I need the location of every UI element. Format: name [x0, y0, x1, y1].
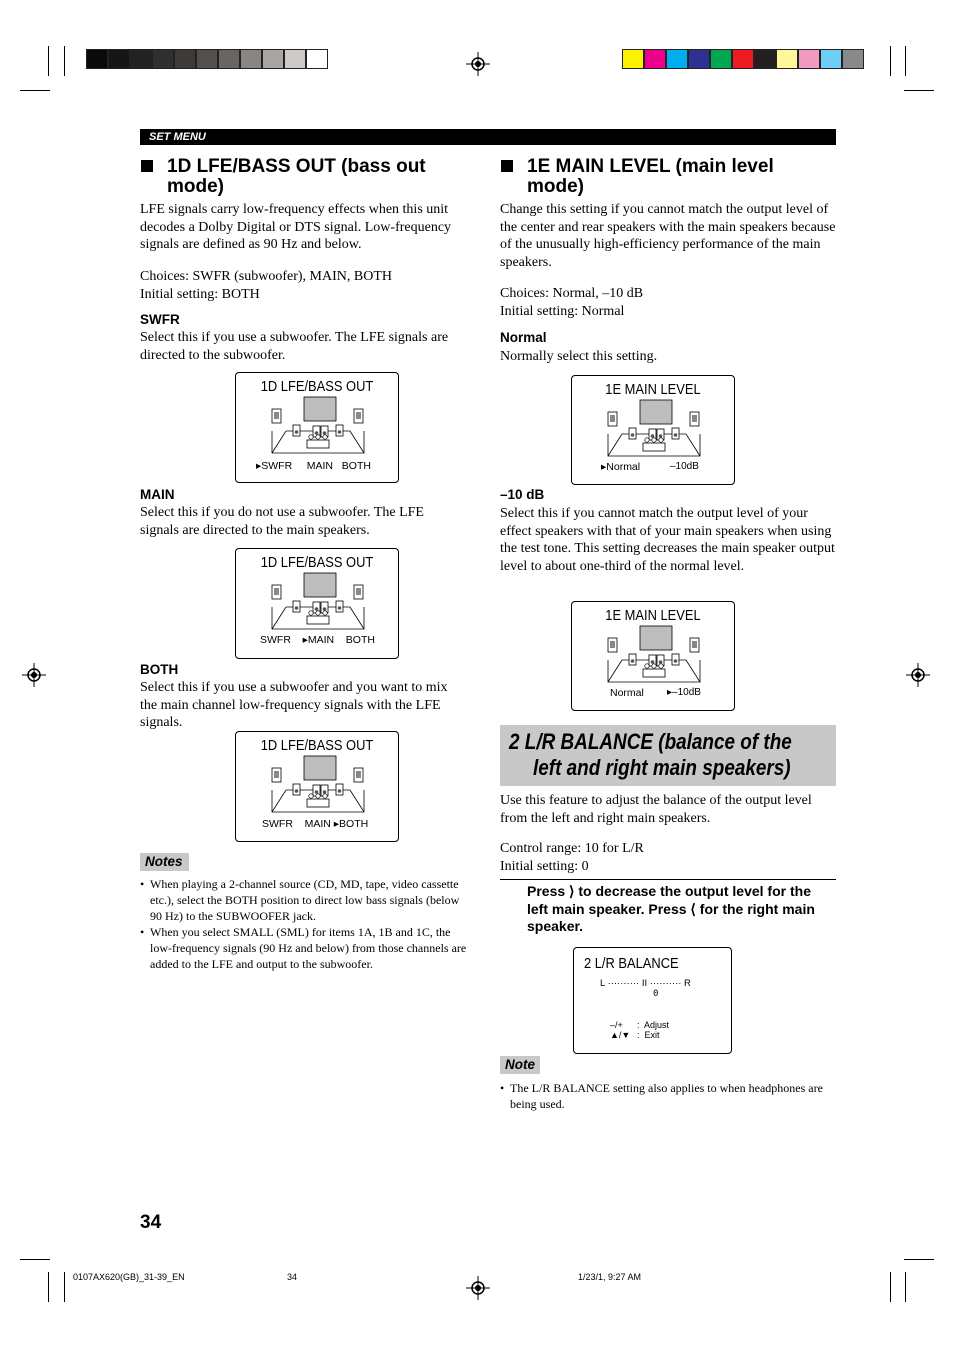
lfe-display-main [235, 548, 399, 659]
color-swatch [86, 49, 108, 69]
color-swatch [798, 49, 820, 69]
balance-range: Control range: 10 for L/R [500, 841, 644, 856]
note-item: • The L/R BALANCE setting also applies to when headphones are being used. [500, 1080, 832, 1112]
display-option-1: ▸Normal [601, 461, 641, 473]
speaker-layout-icon [268, 571, 368, 631]
both-text: Select this if you use a subwoofer and you want to mix the main channel low-frequency signals with the LFE signals. [140, 680, 448, 731]
main-label: MAIN [140, 487, 175, 502]
color-swatch [666, 49, 688, 69]
display-title: 2 L/R BALANCE [584, 955, 679, 972]
balance-intro: Use this feature to adjust the balance of the output level from the left and right main speakers. [500, 793, 812, 826]
notes-tag: Notes [140, 853, 189, 871]
lfe-bass-out-heading: 1D LFE/BASS OUT (bass out mode) [167, 156, 426, 197]
color-swatch [710, 49, 732, 69]
display-option-1: Normal [610, 687, 644, 699]
lfe-display-both [235, 731, 399, 842]
lfe-display-swfr [235, 372, 399, 483]
main-level-display-normal [571, 375, 735, 485]
display-option-2: ▸–10dB [667, 687, 701, 698]
registration-mark-right-icon [906, 663, 930, 687]
note-item: • When you select SMALL (SML) for items 1A, 1B and 1C, the low-frequency signals (90 Hz and below) from those channels are added to the LFE and output to the subwoofer. [140, 924, 472, 972]
swfr-text: Select this if you use a subwoofer. The LFE signals are directed to the subwoofer. [140, 330, 449, 363]
lr-balance-display [573, 947, 732, 1054]
color-swatch [306, 49, 328, 69]
swfr-label: SWFR [140, 312, 180, 327]
footer-file: 0107AX620(GB)_31-39_EN [73, 1272, 185, 1282]
square-bullet-icon [501, 160, 513, 172]
registration-mark-bottom-icon [466, 1276, 490, 1300]
minus10-text: Select this if you cannot match the output level of your effect speakers with that of your main speakers when using the test tone. This setting decreases the main speaker output level to about one-third of the normal level. [500, 506, 835, 575]
display-options: SWFR MAIN ▸BOTH [262, 818, 369, 830]
display-title: 1E MAIN LEVEL [605, 607, 701, 624]
key-exit-desc: : Exit [637, 1030, 660, 1040]
page-number: 34 [140, 1212, 162, 1233]
lfe-initial: Initial setting: BOTH [140, 287, 260, 302]
color-swatch [644, 49, 666, 69]
speaker-layout-icon [604, 624, 704, 684]
display-title: 1D LFE/BASS OUT [260, 378, 374, 395]
normal-text: Normally select this setting. [500, 349, 658, 364]
speaker-layout-icon [604, 398, 704, 458]
color-swatch [218, 49, 240, 69]
color-swatch [842, 49, 864, 69]
main-level-choices: Choices: Normal, –10 dB [500, 286, 644, 301]
banner-line-2: left and right main speakers) [533, 755, 791, 780]
section-label: SET MENU [140, 129, 836, 145]
rule-divider [500, 879, 836, 880]
main-level-initial: Initial setting: Normal [500, 304, 625, 319]
display-options: ▸SWFR MAIN BOTH [256, 460, 371, 472]
banner-line-1: 2 L/R BALANCE (balance of the [509, 729, 792, 754]
color-swatch [152, 49, 174, 69]
balance-value: 0 [653, 989, 659, 999]
note-item: • When playing a 2-channel source (CD, MD, tape, video cassette etc.), select the BOTH position to direct low bass signals (below 90 Hz) to the SUBWOOFER jack. [140, 876, 472, 924]
color-swatch [108, 49, 130, 69]
color-swatch [284, 49, 306, 69]
lfe-intro: LFE signals carry low-frequency effects when this unit decodes a Dolby Digital or DTS signal. Low-frequency signals are defined as 90 Hz and below. [140, 202, 452, 253]
display-title: 1E MAIN LEVEL [605, 381, 701, 398]
footer-timestamp: 1/23/1, 9:27 AM [578, 1272, 642, 1282]
balance-note-list [500, 1080, 832, 1112]
display-options: SWFR ▸MAIN BOTH [260, 634, 375, 646]
both-label: BOTH [140, 662, 179, 677]
minus10-label: –10 dB [500, 487, 545, 502]
display-option-2: –10dB [670, 461, 699, 472]
main-level-heading: 1E MAIN LEVEL (main level mode) [527, 156, 774, 197]
color-swatch [776, 49, 798, 69]
speaker-layout-icon [268, 395, 368, 455]
color-swatch [130, 49, 152, 69]
lfe-choices: Choices: SWFR (subwoofer), MAIN, BOTH [140, 269, 392, 284]
key-adjust-desc: : Adjust [637, 1020, 670, 1030]
color-swatch [262, 49, 284, 69]
color-swatch [622, 49, 644, 69]
footer-page: 34 [287, 1272, 298, 1282]
color-swatch [820, 49, 842, 69]
registration-mark-left-icon [22, 663, 46, 687]
notes-list [140, 876, 472, 972]
color-swatch [754, 49, 776, 69]
key-exit: ▲/▼ [610, 1030, 631, 1040]
lr-balance-banner [500, 725, 836, 786]
note-tag: Note [500, 1056, 540, 1074]
balance-initial: Initial setting: 0 [500, 859, 589, 874]
color-swatch [688, 49, 710, 69]
color-swatch [732, 49, 754, 69]
main-level-display-minus10 [571, 601, 735, 711]
square-bullet-icon [141, 160, 153, 172]
registration-mark-top-icon [466, 52, 490, 76]
speaker-layout-icon [268, 754, 368, 814]
balance-instruction: Press ⟩ to decrease the output level for the left main speaker. Press ⟨ for the right main speaker. [527, 883, 815, 934]
display-title: 1D LFE/BASS OUT [260, 737, 374, 754]
display-title: 1D LFE/BASS OUT [260, 554, 374, 571]
balance-scale: L ·········· II ·········· R [600, 978, 691, 989]
color-swatch [240, 49, 262, 69]
main-text: Select this if you do not use a subwoofer. The LFE signals are directed to the main speakers. [140, 505, 424, 538]
color-swatch [196, 49, 218, 69]
color-swatch [174, 49, 196, 69]
main-level-intro: Change this setting if you cannot match the output level of the center and rear speakers with the main speakers because of the unusually high-efficiency performance of the main speakers. [500, 202, 836, 271]
normal-label: Normal [500, 330, 547, 345]
key-adjust: –/+ [610, 1020, 623, 1030]
